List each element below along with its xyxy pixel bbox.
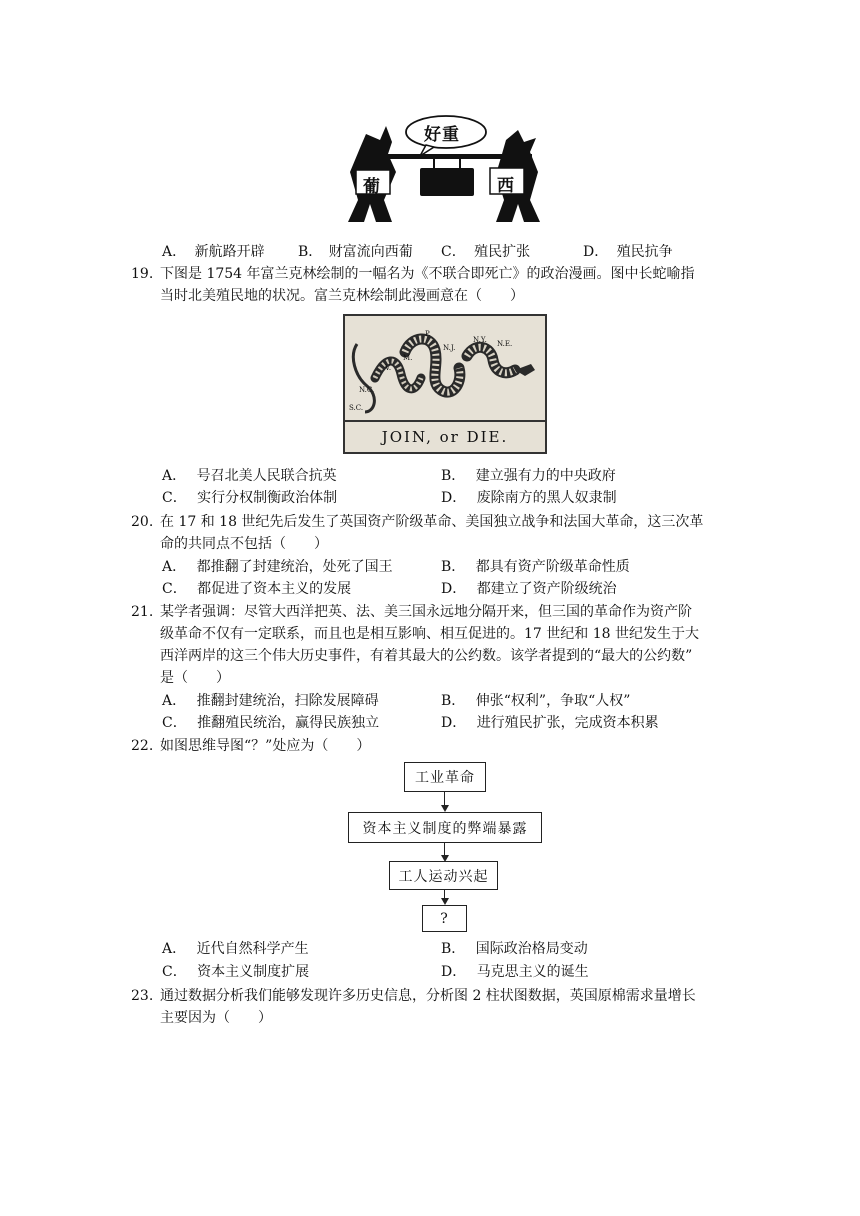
option-letter: C． [162,581,187,597]
option-text: 实行分权制衡政治体制 [197,490,338,506]
q20-option-c[interactable] [162,579,351,599]
option-letter: D． [583,244,609,260]
segment-label-nc: N.C. [359,386,375,394]
option-text: 新航路开辟 [194,244,265,260]
flow-arrowhead-3 [441,898,449,905]
q19-option-d[interactable] [441,488,617,508]
option-letter: C． [162,490,187,506]
option-text: 号召北美人民联合抗英 [196,468,337,484]
q20-number: 20. [131,514,154,530]
option-text: 推翻封建统治，扫除发展障碍 [196,693,379,709]
option-text: 资本主义制度扩展 [197,964,310,980]
q21-stem-line-3: 西洋两岸的这三个伟大历史事件，有着其最大的公约数。该学者提到的“最大的公约数” [160,648,693,664]
option-text: 财富流向西葡 [328,244,413,260]
option-letter: D． [441,964,467,980]
q21-stem-line-1: 某学者强调：尽管大西洋把英、法、美三国永远地分隔开来，但三国的革命作为资产阶 [160,604,692,620]
q19-option-b[interactable] [441,466,616,486]
option-letter: A． [162,468,187,484]
option-letter: C． [162,715,187,731]
segment-label-sc: S.C. [349,404,364,412]
flow-box-capitalism-flaws: 资本主义制度的弊端暴露 [348,812,542,843]
q21-option-b[interactable] [441,691,630,711]
option-letter: D． [441,490,467,506]
cartoon-bubble-text: 好重 [424,125,460,145]
option-text: 都促进了资本主义的发展 [197,581,352,597]
q22-number: 22. [131,738,154,754]
option-text: 近代自然科学产生 [196,941,309,957]
option-letter: D． [441,715,467,731]
option-letter: B． [441,941,466,957]
flow-arrowhead-1 [441,805,449,812]
option-text: 建立强有力的中央政府 [475,468,616,484]
q22-option-d[interactable] [441,962,589,982]
q19-number: 19. [131,266,154,282]
segment-label-p: P. [425,330,431,338]
option-text: 推翻殖民统治，赢得民族独立 [197,715,380,731]
option-letter: D． [441,581,467,597]
option-letter: B． [441,559,466,575]
segment-label-ne: N.E. [497,340,513,348]
option-text: 伸张“权利”，争取“人权” [475,693,631,709]
image-caption: JOIN, or DIE. [381,428,509,446]
q18-option-c[interactable] [441,242,530,262]
q19-option-c[interactable] [162,488,337,508]
segment-label-m: M. [403,354,413,362]
option-text: 都建立了资产阶级统治 [476,581,617,597]
q19-stem-line-1: 下图是 1754 年富兰克林绘制的一幅名为《不联合即死亡》的政治漫画。图中长蛇喻指 [160,266,695,282]
q22-option-b[interactable] [441,939,588,959]
q18-option-b[interactable] [298,242,413,262]
option-text: 马克思主义的诞生 [476,964,589,980]
q19-join-or-die-image [343,314,547,454]
q18-option-d[interactable] [583,242,673,262]
option-letter: A． [162,559,187,575]
option-letter: A． [162,941,187,957]
option-letter: B． [441,693,466,709]
option-text: 殖民扩张 [474,244,531,260]
q20-option-a[interactable] [162,557,393,577]
segment-label-nj: N.J. [443,344,456,352]
snake-icon [345,316,545,420]
flow-box-industrial-revolution: 工业革命 [404,762,486,792]
option-letter: C． [441,244,466,260]
q20-stem-line-2: 命的共同点不包括（ ） [160,536,328,552]
option-letter: A． [162,693,187,709]
q22-option-a[interactable] [162,939,309,959]
q22-option-c[interactable] [162,962,309,982]
flow-box-workers-movement: 工人运动兴起 [389,861,498,890]
q20-option-b[interactable] [441,557,630,577]
q23-stem-line-1: 通过数据分析我们能够发现许多历史信息，分析图 2 柱状图数据，英国原棉需求量增长 [160,988,696,1004]
q20-stem-line-1: 在 17 和 18 世纪先后发生了英国资产阶级革命、美国独立战争和法国大革命，这三次革 [160,514,704,530]
flow-arrow-1 [444,792,445,806]
q18-option-a[interactable] [162,242,265,262]
option-text: 都推翻了封建统治，处死了国王 [196,559,393,575]
segment-label-v: V. [385,364,392,372]
q21-option-d[interactable] [441,713,659,733]
q21-stem-line-4: 是（ ） [160,670,230,686]
cartoon-left-label: 葡 [363,177,380,197]
q21-stem-line-2: 级革命不仅有一定联系，而且也是相互影响、相互促进的。17 世纪和 18 世纪发生于大 [160,626,699,642]
q21-option-c[interactable] [162,713,379,733]
q23-number: 23. [131,988,154,1004]
option-letter: B． [441,468,466,484]
q18-cartoon [340,112,550,232]
flow-box-question: ? [422,905,467,932]
q19-option-a[interactable] [162,466,337,486]
option-text: 都具有资产阶级革命性质 [475,559,630,575]
q21-option-a[interactable] [162,691,379,711]
q19-stem-line-2: 当时北美殖民地的状况。富兰克林绘制此漫画意在（ ） [160,288,524,304]
option-text: 进行殖民扩张，完成资本积累 [476,715,659,731]
q21-number: 21. [131,604,154,620]
q20-option-d[interactable] [441,579,617,599]
option-letter: C． [162,964,187,980]
cartoon-right-label: 西 [497,176,514,196]
option-text: 国际政治格局变动 [475,941,588,957]
q23-stem-line-2: 主要因为（ ） [160,1010,272,1026]
image-divider [345,420,545,422]
option-letter: B． [298,244,323,260]
option-text: 废除南方的黑人奴隶制 [476,490,617,506]
segment-label-ny: N.Y. [473,336,487,344]
q22-stem-line-1: 如图思维导图“？”处应为（ ） [160,738,371,754]
option-letter: A． [162,244,187,260]
option-text: 殖民抗争 [616,244,673,260]
